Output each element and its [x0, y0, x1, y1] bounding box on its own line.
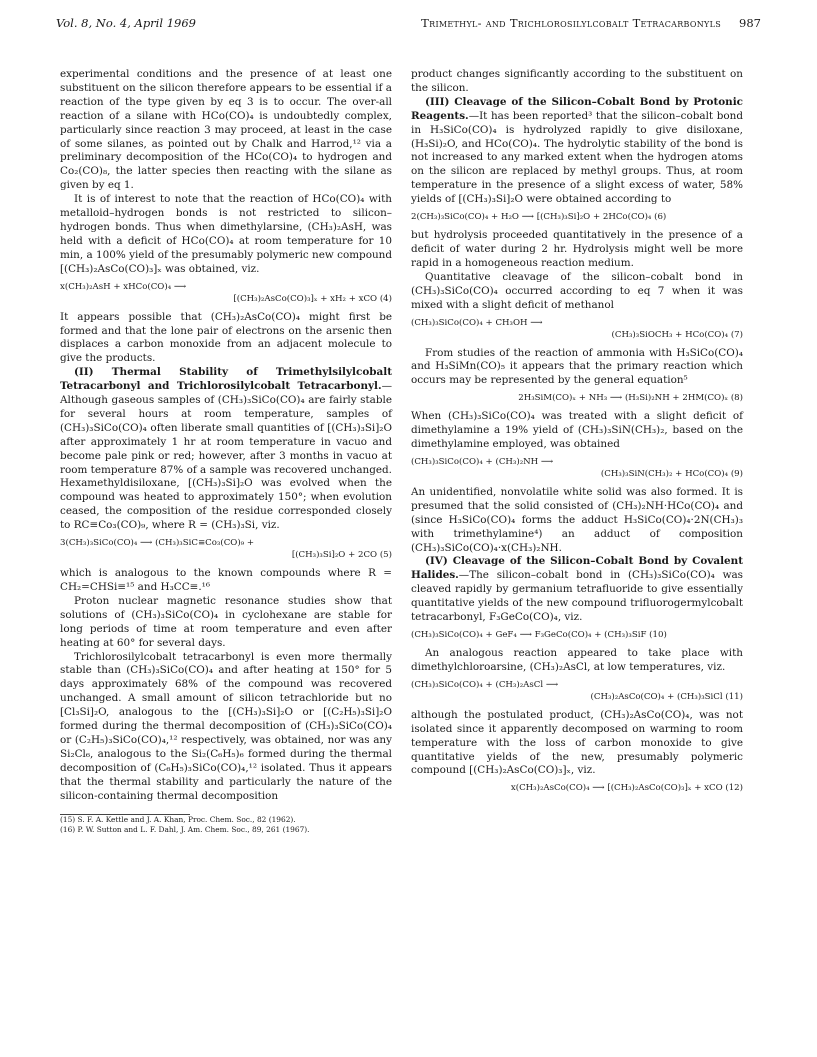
section-text: —It has been reported³ that the silicon–cobalt bond in H₃SiCo(CO)₄ is hydrolyzed rapidly to give disiloxane, (H₃Si)₂O, and HCo(CO)₄. The hydrolytic stability of the bond is not increased to any marked extent when the hydrogen atoms on the silicon are replaced by methyl groups. Thus, at room temperature in the presence of a slight excess of water, 58% yields of [(CH₃)₃Si]₂O were obtained according to [411, 109, 743, 206]
running-title: Trimethyl- and Trichlorosilylcobalt Tetracarbonyls [421, 16, 721, 30]
footnote-16: (16) P. W. Sutton and L. F. Dahl, J. Am. Chem. Soc., 89, 261 (1967). [60, 825, 310, 834]
equation-line: x(CH₃)₂AsH + xHCo(CO)₄ ⟶ [60, 281, 187, 292]
section-ii [60, 366, 392, 533]
paragraph: An unidentified, nonvolatile white solid was also formed. It is presumed that the solid consisted of (CH₃)₂NH·HCo(CO)₄ and (since H₃SiCo(CO)₄ forms the adduct H₃SiCo(CO)₄·2N(CH₃)₃ with trimethylamine⁴) an adduct of composition (CH₃)₃SiCo(CO)₄·x(CH₃)₂NH. [411, 485, 743, 554]
equation-line: 2(CH₃)₃SiCo(CO)₄ + H₂O ⟶ [(CH₃)₃Si]₂O + 2HCo(CO)₄ (6) [411, 212, 667, 223]
section-heading: (III) Cleavage of the Silicon–Cobalt Bond by Protonic Reagents. [411, 95, 743, 122]
paragraph: although the postulated product, (CH₃)₂AsCo(CO)₄, was not isolated since it apparently decomposed on warming to room temperature with the loss of carbon monoxide to give quantitative yields of the new, presumably polymeric compound [(CH₃)₂AsCo(CO)₃]ₓ, viz. [411, 708, 743, 777]
paragraph: which is analogous to the known compounds where R = CH₂=CHSi≡¹⁵ and H₃CC≡.¹⁶ [60, 567, 392, 593]
paragraph: product changes significantly according to the substituent on the silicon. [411, 68, 743, 94]
paragraph: It appears possible that (CH₃)₂AsCo(CO)₄ might first be formed and that the lone pair of electrons on the arsenic then displaces a carbon monoxide from an adjacent molecule to give the products. [60, 310, 392, 365]
journal-citation: Vol. 8, No. 4, April 1969 [56, 16, 196, 30]
section-text: —Although gaseous samples of (CH₃)₃SiCo(CO)₄ are fairly stable for several hours at room temperature, samples of (CH₃)₃SiCo(CO)₄ often liberate small quantities of [(CH₃)₃Si]₂O after approximately 1 hr at room temperature in vacuo and become pale pink or red; however, after 3 months in vacuo at room temperature 87% of a sample was recovered unchanged. Hexamethyldisiloxane, [(CH₃)₃Si]₂O was evolved when the compound was heated to approximately 150°; when evolution ceased, the composition of the residue corresponded closely to RC≡Co₃(CO)₉, where R = (CH₃)₃Si, viz. [60, 380, 392, 532]
equation-line: (CH₃)₃SiN(CH₃)₂ + HCo(CO)₄ (9) [600, 468, 743, 479]
equation-line: (CH₃)₃SiCo(CO)₄ + GeF₄ ⟶ F₃GeCo(CO)₄ + (CH₃)₃SiF (10) [411, 630, 667, 640]
page-number: 987 [739, 16, 761, 30]
paragraph: Proton nuclear magnetic resonance studies show that solutions of (CH₃)₃SiCo(CO)₄ in cyclohexane are stable for long periods of time at room temperature and even after heating at 60° for several days. [60, 594, 392, 649]
paragraph: but hydrolysis proceeded quantitatively in the presence of a deficit of water during 2 hr. Hydrolysis might well be more rapid in a homogeneous reaction medium. [411, 229, 743, 269]
section-text: —The silicon–cobalt bond in (CH₃)₃SiCo(CO)₄ was cleaved rapidly by germanium tetrafluoride to give essentially quantitative yields of the new compound trifluorogermylcobalt tetracarbonyl, F₃GeCo(CO)₄, viz. [411, 569, 743, 624]
section-iii [411, 96, 743, 207]
equation-line: [(CH₃)₃Si]₂O + 2CO (5) [291, 550, 392, 561]
equation-8 [411, 392, 743, 404]
equation-line: x(CH₃)₂AsCo(CO)₄ ⟶ [(CH₃)₂AsCo(CO)₃]ₓ + xCO (12) [510, 783, 743, 794]
equation-line: (CH₃)₂AsCo(CO)₄ + (CH₃)₃SiCl (11) [590, 691, 743, 702]
equation-line: 2H₃SiM(CO)ₓ + NH₃ ⟶ (H₃Si)₂NH + 2HM(CO)ₓ (8) [518, 393, 743, 404]
paragraph: experimental conditions and the presence of at least one substituent on the silicon therefore appears to be essential if a reaction of the type given by eq 3 is to occur. The over-all reaction of a silane with HCo(CO)₄ is undoubtedly complex, particularly since reaction 3 may proceed, at least in the case of some silanes, as pointed out by Chalk and Harrod,¹² via a preliminary decomposition of the HCo(CO)₄ to hydrogen and Co₂(CO)₈, the latter species then reacting with the silane as given by eq 1. [60, 68, 392, 192]
equation-5 [60, 537, 392, 561]
equation-line: (CH₃)₃SiCo(CO)₄ + (CH₃)₂AsCl ⟶ [411, 679, 559, 690]
equation-line: 3(CH₃)₃SiCo(CO)₄ ⟶ (CH₃)₃SiC≡Co₃(CO)₉ + [60, 538, 255, 549]
left-column [60, 68, 392, 836]
paragraph: It is of interest to note that the reaction of HCo(CO)₄ with metalloid–hydrogen bonds is not restricted to silicon–hydrogen bonds. Thus when dimethylarsine, (CH₃)₂AsH, was held with a deficit of HCo(CO)₄ at room temperature for 10 min, a 100% yield of the presumably polymeric new compound [(CH₃)₂AsCo(CO)₃]ₓ was obtained, viz. [60, 193, 392, 275]
footnotes [60, 814, 392, 836]
paragraph: When (CH₃)₃SiCo(CO)₄ was treated with a slight deficit of dimethylamine a 19% yield of (CH₃)₃SiN(CH₃)₂, based on the dimethylamine employed, was obtained [411, 410, 743, 451]
equation-line: (CH₃)₃SiCo(CO)₄ + (CH₃)₂NH ⟶ [411, 456, 554, 467]
running-header [56, 16, 761, 34]
equation-line: (CH₃)₃SiCo(CO)₄ + CH₃OH ⟶ [411, 317, 543, 328]
equation-10 [411, 629, 743, 641]
section-heading: (IV) Cleavage of the Silicon–Cobalt Bond by Covalent Halides. [411, 555, 743, 582]
equation-7 [411, 317, 743, 341]
equation-9 [411, 456, 743, 480]
paragraph: From studies of the reaction of ammonia with H₃SiCo(CO)₄ and H₃SiMn(CO)₅ it appears that the primary reaction which occurs may be represented by the general equation⁵ [411, 346, 743, 387]
equation-line: (CH₃)₃SiOCH₃ + HCo(CO)₄ (7) [611, 329, 743, 340]
paragraph: Quantitative cleavage of the silicon–cobalt bond in (CH₃)₃SiCo(CO)₄ occurred according to eq 7 when it was mixed with a slight deficit of methanol [411, 270, 743, 311]
paragraph: Trichlorosilylcobalt tetracarbonyl is even more thermally stable than (CH₃)₃SiCo(CO)₄ and after heating at 150° for 5 days approximately 68% of the compound was recovered unchanged. A small amount of silicon tetrachloride but no [Cl₃Si]₂O, analogous to the [(CH₃)₃Si]₂O or [(C₂H₅)₃Si]₂O formed during the thermal decomposition of (CH₃)₃SiCo(CO)₄ or (C₂H₅)₃SiCo(CO)₄,¹² respectively, was obtained, nor was any Si₂Cl₆, analogous to the Si₂(C₆H₅)₆ formed during the thermal decomposition of (C₆H₅)₃SiCo(CO)₄,¹² isolated. Thus it appears that the thermal stability and particularly the nature of the silicon-containing thermal decomposition [60, 650, 392, 802]
section-heading: (II) Thermal Stability of Trimethylsilylcobalt Tetracarbonyl and Trichlorosilylcobalt Tetracarbonyl. [60, 366, 392, 393]
equation-4 [60, 281, 392, 305]
equation-line: [(CH₃)₂AsCo(CO)₃]ₓ + xH₂ + xCO (4) [233, 293, 392, 304]
equation-12 [411, 782, 743, 794]
section-iv [411, 555, 743, 625]
right-column [411, 68, 743, 800]
paragraph: An analogous reaction appeared to take place with dimethylchloroarsine, (CH₃)₂AsCl, at low temperatures, viz. [411, 647, 743, 673]
equation-11 [411, 679, 743, 703]
footnote-15: (15) S. F. A. Kettle and J. A. Khan, Proc. Chem. Soc., 82 (1962). [60, 814, 296, 824]
equation-6 [411, 211, 743, 223]
